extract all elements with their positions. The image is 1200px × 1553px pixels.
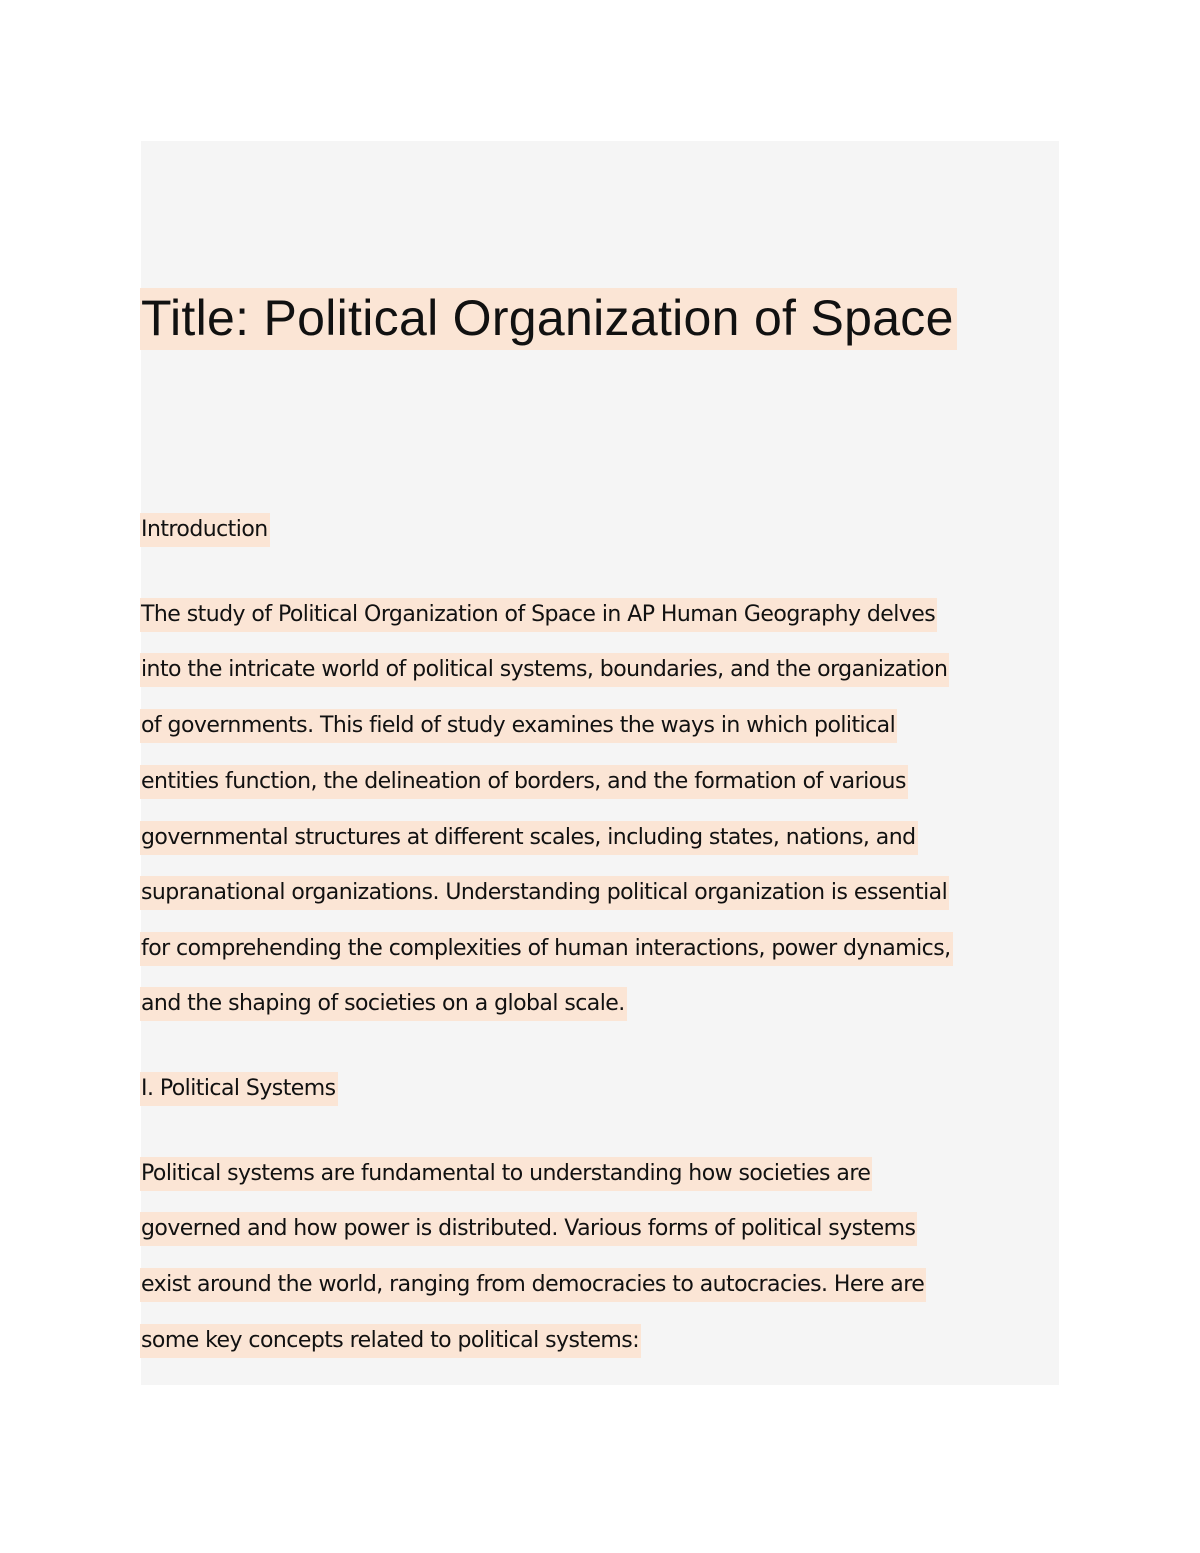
paragraph-line: of governments. This field of study examines the ways in which political xyxy=(141,711,897,741)
paragraph-line: and the shaping of societies on a global scale. xyxy=(141,989,627,1019)
document-title-text: Title: Political Organization of Space xyxy=(140,288,957,350)
paragraph-line: exist around the world, ranging from democracies to autocracies. Here are xyxy=(141,1270,926,1300)
section-heading-introduction: Introduction xyxy=(141,515,270,545)
paragraph-line: for comprehending the complexities of human interactions, power dynamics, xyxy=(141,934,953,964)
section-heading-political-systems: I. Political Systems xyxy=(141,1074,338,1104)
paragraph-line: governmental structures at different scales, including states, nations, and xyxy=(141,823,918,853)
paragraph-line: supranational organizations. Understanding political organization is essential xyxy=(141,878,949,908)
paragraph-line: some key concepts related to political systems: xyxy=(141,1326,641,1356)
paragraph-line: into the intricate world of political systems, boundaries, and the organization xyxy=(141,655,949,685)
paragraph-line: governed and how power is distributed. Various forms of political systems xyxy=(141,1214,917,1244)
document-title xyxy=(141,289,957,347)
paragraph-line: Political systems are fundamental to understanding how societies are xyxy=(141,1159,872,1189)
paragraph-line: The study of Political Organization of Space in AP Human Geography delves xyxy=(141,600,937,630)
paragraph-line: entities function, the delineation of borders, and the formation of various xyxy=(141,767,908,797)
